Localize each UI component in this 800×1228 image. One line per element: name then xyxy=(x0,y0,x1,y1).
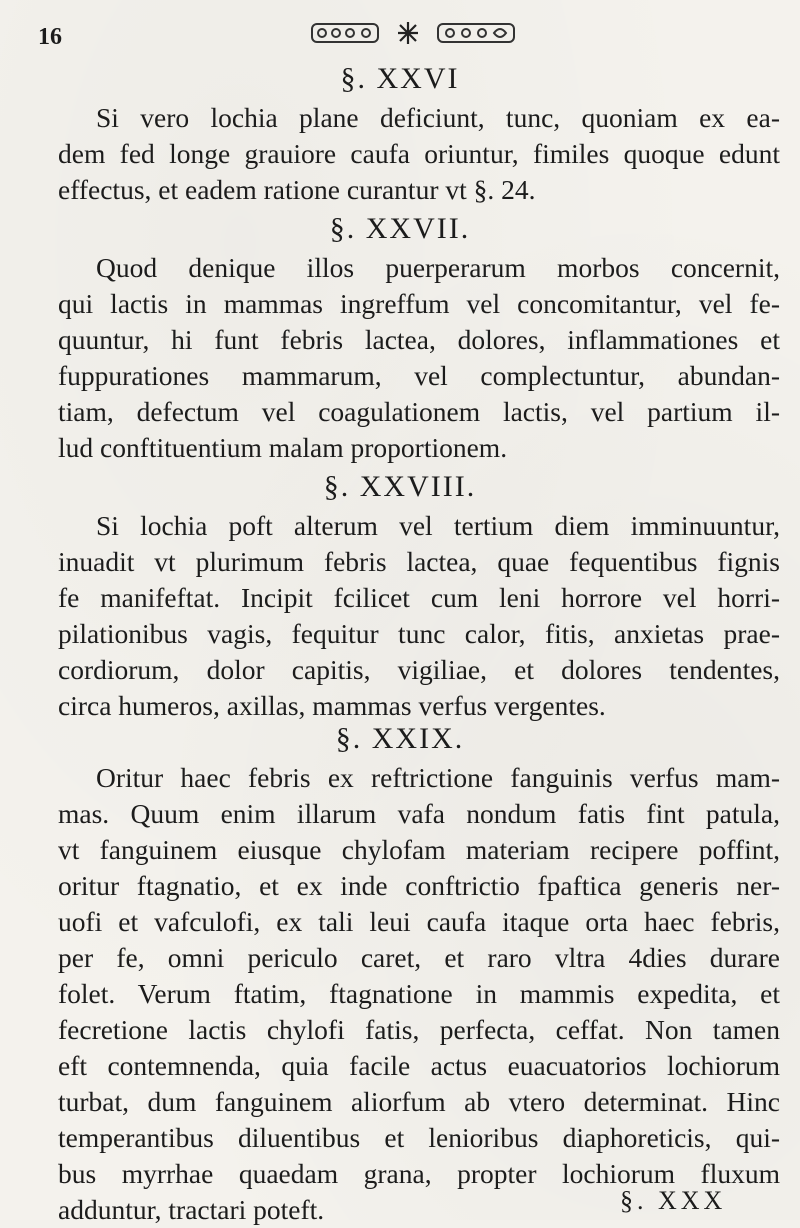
text-line: turbat, dum fanguinem aliorfum ab vtero determinat. Hinc xyxy=(58,1086,780,1117)
ornament-scroll-left-icon xyxy=(310,20,380,46)
text-line: quuntur, hi funt febris lactea, dolores, inflammationes et xyxy=(58,324,780,355)
text-line: uofi et vafculofi, ex tali leui caufa itaque orta haec febris, xyxy=(58,906,780,937)
text-line: Si vero lochia plane deficiunt, tunc, quoniam ex ea- xyxy=(96,102,780,133)
text-line: adduntur, tractari poteft. xyxy=(58,1194,325,1225)
catchword: §. XXX xyxy=(620,1186,727,1215)
text-line: inuadit vt plurimum febris lactea, quae fequentibus fignis xyxy=(58,546,780,577)
text-line: vt fanguinem eiusque chylofam materiam recipere poffint, xyxy=(58,834,780,865)
text-line: dem fed longe grauiore caufa oriuntur, fimiles quoque edunt xyxy=(58,138,780,169)
text-line: eft contemnenda, quia facile actus euacuatorios lochiorum xyxy=(58,1050,780,1081)
paragraph-xxvii xyxy=(58,250,780,466)
text-line: tiam, defectum vel coagulationem lactis, vel partium il- xyxy=(58,396,780,427)
text-line: folet. Verum ftatim, ftagnatione in mammis expedita, et xyxy=(58,978,780,1009)
text-line: bus myrrhae quaedam grana, propter lochiorum fluxum xyxy=(58,1158,780,1189)
text-line: fecretione lactis chylofi fatis, perfecta, ceffat. Non tamen xyxy=(58,1014,780,1045)
section-heading-xxviii: §. XXVIII. xyxy=(323,470,477,503)
text-line: oritur ftagnatio, et ex inde conftrictio fpaftica generis ner- xyxy=(58,870,780,901)
text-line: mas. Quum enim illarum vafa nondum fatis fint patula, xyxy=(58,798,780,829)
text-line: fuppurationes mammarum, vel complectuntur, abundan- xyxy=(58,360,780,391)
text-line: qui lactis in mammas ingreffum vel concomitantur, vel fe- xyxy=(58,288,780,319)
text-line: effectus, et eadem ratione curantur vt §. 24. xyxy=(58,174,536,205)
ornament-scroll-right-icon xyxy=(436,20,516,46)
section-heading-xxvi: §. XXVI xyxy=(340,62,460,95)
paragraph-xxvi xyxy=(58,100,780,208)
page-number: 16 xyxy=(38,24,62,50)
section-heading-xxvii: §. XXVII. xyxy=(329,212,471,245)
text-line: fe manifeftat. Incipit fcilicet cum leni horrore vel horri- xyxy=(58,582,780,613)
text-line: cordiorum, dolor capitis, vigiliae, et dolores tendentes, xyxy=(58,654,780,685)
header-ornament xyxy=(310,20,516,46)
text-line: pilationibus vagis, fequitur tunc calor, fitis, anxietas prae- xyxy=(58,618,780,649)
paragraph-xxix xyxy=(58,760,780,1228)
text-line: lud conftituentium malam proportionem. xyxy=(58,432,508,463)
paragraph-xxviii xyxy=(58,508,780,724)
ornament-star-icon xyxy=(396,20,420,46)
text-line: Oritur haec febris ex reftrictione fanguinis verfus mam- xyxy=(96,762,780,793)
text-line: circa humeros, axillas, mammas verfus vergentes. xyxy=(58,690,606,721)
text-line: Si lochia poft alterum vel tertium diem imminuuntur, xyxy=(96,510,780,541)
text-line: temperantibus diluentibus et lenioribus diaphoreticis, qui- xyxy=(58,1122,780,1153)
section-heading-xxix: §. XXIX. xyxy=(335,722,465,755)
text-line: Quod denique illos puerperarum morbos concernit, xyxy=(96,252,780,283)
text-line: per fe, omni periculo caret, et raro vltra 4dies durare xyxy=(58,942,780,973)
